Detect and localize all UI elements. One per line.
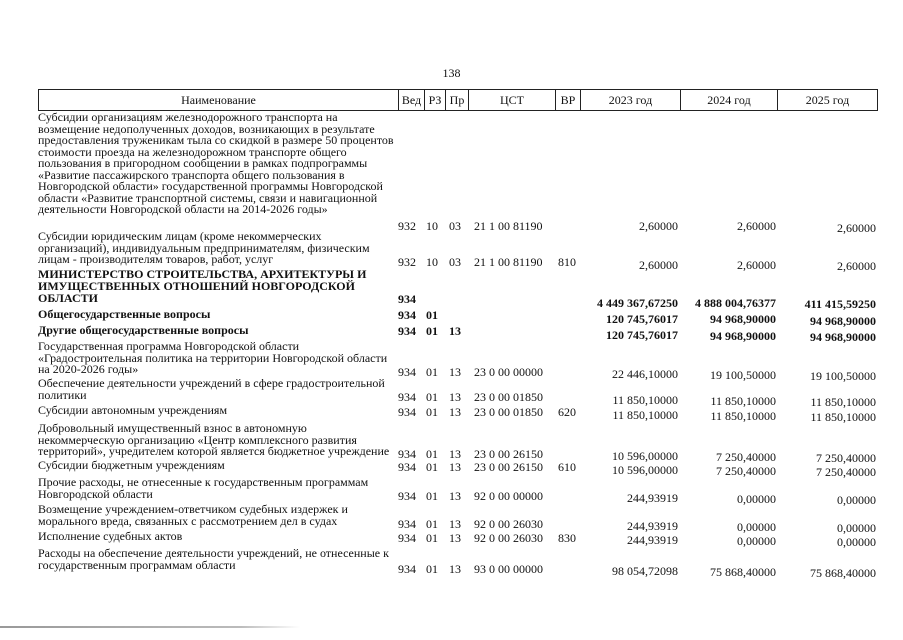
row-name: Субсидии юридическим лицам (кроме некоммерческих организаций), индивидуальным предпринимателям, физическим лицам - производителям товаров, работ, услуг <box>38 229 370 266</box>
row-pr: 13 <box>449 489 461 503</box>
header-2023: 2023 год <box>581 90 681 110</box>
header-name: Наименование <box>39 90 399 110</box>
row-rz: 01 <box>426 460 438 474</box>
row-cst: 92 0 00 26030 <box>474 517 543 531</box>
row-cst: 92 0 00 26030 <box>474 531 543 545</box>
row-ved: 934 <box>398 562 416 576</box>
row-name: Возмещение учреждением-ответчиком судебных издержек и морального вреда, связанных с рассмотрением дел в судах <box>38 502 348 528</box>
row-2023: 120 745,76017 <box>606 312 678 326</box>
row-cst: 21 1 00 81190 <box>474 255 543 269</box>
row-ved: 934 <box>398 292 416 306</box>
row-name: Прочие расходы, не отнесенные к государственным программам Новгородской области <box>38 475 369 501</box>
row-ved: 934 <box>398 447 416 461</box>
row-2024: 7 250,40000 <box>716 464 776 478</box>
row-2024: 0,00000 <box>737 520 776 534</box>
row-2024: 4 888 004,76377 <box>695 296 776 310</box>
row-cst: 23 0 00 00000 <box>474 365 543 379</box>
row-pr: 13 <box>449 447 461 461</box>
header-rz: РЗ <box>425 90 446 110</box>
row-pr: 13 <box>449 517 461 531</box>
row-name: МИНИСТЕРСТВО СТРОИТЕЛЬСТВА, АРХИТЕКТУРЫ И ИМУЩЕСТВЕННЫХ ОТНОШЕНИЙ НОВГОРОДСКОЙ ОБЛАСТИ <box>38 267 367 305</box>
row-rz: 01 <box>426 447 438 461</box>
page-number: 138 <box>442 66 461 80</box>
row-2023: 98 054,72098 <box>612 564 678 578</box>
row-name: Обеспечение деятельности учреждений в сфере градостроительной политики <box>38 376 385 402</box>
row-2024: 75 868,40000 <box>710 565 776 579</box>
row-name: Субсидии бюджетным учреждениям <box>38 458 225 472</box>
row-2023: 244,93919 <box>627 519 678 533</box>
row-2024: 94 968,90000 <box>710 329 776 343</box>
row-cst: 92 0 00 00000 <box>474 489 543 503</box>
row-2025: 94 968,90000 <box>810 314 876 328</box>
row-2023: 244,93919 <box>627 491 678 505</box>
row-2025: 7 250,40000 <box>816 451 876 465</box>
row-2023: 244,93919 <box>627 533 678 547</box>
row-2025: 411 415,59250 <box>804 297 876 311</box>
row-name: Общегосударственные вопросы <box>38 307 211 321</box>
row-rz: 01 <box>426 324 438 338</box>
row-pr: 13 <box>449 405 461 419</box>
row-ved: 934 <box>398 405 416 419</box>
row-name: Субсидии автономным учреждениям <box>38 403 228 417</box>
row-2023: 10 596,00000 <box>612 449 678 463</box>
row-vr: 610 <box>558 460 576 474</box>
row-ved: 934 <box>398 365 416 379</box>
row-2025: 19 100,50000 <box>810 369 876 383</box>
row-rz: 10 <box>426 255 438 269</box>
row-pr: 13 <box>449 390 461 404</box>
row-vr: 620 <box>558 405 576 419</box>
row-2023: 10 596,00000 <box>612 463 678 477</box>
row-2025: 75 868,40000 <box>810 566 876 580</box>
row-2024: 2,60000 <box>737 258 776 272</box>
row-ved: 932 <box>398 255 416 269</box>
row-2025: 0,00000 <box>837 493 876 507</box>
row-2024: 2,60000 <box>737 219 776 233</box>
header-2024: 2024 год <box>681 90 778 110</box>
row-2025: 7 250,40000 <box>816 465 876 479</box>
row-rz: 01 <box>426 390 438 404</box>
row-ved: 932 <box>398 219 416 233</box>
row-vr: 810 <box>558 255 576 269</box>
row-2024: 94 968,90000 <box>710 312 776 326</box>
row-rz: 01 <box>426 562 438 576</box>
row-pr: 13 <box>449 531 461 545</box>
row-cst: 93 0 00 00000 <box>474 562 543 576</box>
header-ved: Вед <box>399 90 425 110</box>
row-2023: 11 850,10000 <box>612 408 678 422</box>
row-pr: 13 <box>449 562 461 576</box>
row-rz: 01 <box>426 517 438 531</box>
row-ved: 934 <box>398 489 416 503</box>
row-2025: 94 968,90000 <box>810 330 876 344</box>
row-name: Другие общегосударственные вопросы <box>38 323 249 337</box>
row-cst: 23 0 00 01850 <box>474 390 543 404</box>
row-pr: 13 <box>449 365 461 379</box>
row-pr: 13 <box>449 460 461 474</box>
row-ved: 934 <box>398 460 416 474</box>
page-edge-shadow <box>0 626 300 628</box>
row-2025: 2,60000 <box>837 221 876 235</box>
row-2024: 19 100,50000 <box>710 368 776 382</box>
row-2023: 2,60000 <box>639 258 678 272</box>
table-header <box>38 89 878 111</box>
row-2023: 4 449 367,67250 <box>597 296 678 310</box>
row-vr: 830 <box>558 531 576 545</box>
row-ved: 934 <box>398 390 416 404</box>
row-2024: 11 850,10000 <box>710 409 776 423</box>
row-2025: 2,60000 <box>837 259 876 273</box>
row-cst: 23 0 00 26150 <box>474 447 543 461</box>
row-ved: 934 <box>398 308 416 322</box>
row-name: Государственная программа Новгородской области «Градостроительная политика на территории Новгородской области на 2020-2026 годы» <box>38 339 388 376</box>
row-cst: 23 0 00 26150 <box>474 460 543 474</box>
row-name: Субсидии организациям железнодорожного транспорта на возмещение недополученных доходов, возникающих в результате предоставления труженикам тыла со скидкой в размере 50 процентов стоимости проезда на железнодорожном транспорте общего пользования в пригородном сообщении в рамках подпрограммы «Развитие пассажирского транспорта общего пользования в Новгородской области» государственной программы Новгородской области «Развитие транспортной системы, связи и навигационной деятельности Новгородской области на 2014-2026 годы» <box>38 110 394 216</box>
row-rz: 01 <box>426 405 438 419</box>
row-cst: 23 0 00 01850 <box>474 405 543 419</box>
header-pr: Пр <box>446 90 469 110</box>
row-pr: 03 <box>449 255 461 269</box>
row-ved: 934 <box>398 517 416 531</box>
row-pr: 03 <box>449 219 461 233</box>
row-rz: 01 <box>426 531 438 545</box>
row-2025: 0,00000 <box>837 521 876 535</box>
row-2025: 11 850,10000 <box>810 410 876 424</box>
row-2023: 2,60000 <box>639 219 678 233</box>
header-vr: ВР <box>556 90 581 110</box>
row-name: Расходы на обеспечение деятельности учреждений, не отнесенные к государственным программам области <box>38 546 389 572</box>
row-cst: 21 1 00 81190 <box>474 219 543 233</box>
row-rz: 01 <box>426 365 438 379</box>
row-rz: 01 <box>426 489 438 503</box>
row-2023: 120 745,76017 <box>606 328 678 342</box>
row-rz: 01 <box>426 308 438 322</box>
row-2024: 0,00000 <box>737 534 776 548</box>
row-pr: 13 <box>449 324 461 338</box>
row-rz: 10 <box>426 219 438 233</box>
row-ved: 934 <box>398 531 416 545</box>
row-name: Добровольный имущественный взнос в автономную некоммерческую организацию «Центр комплексного развития территорий», учредителем которой является бюджетное учреждение <box>38 421 390 458</box>
header-2025: 2025 год <box>805 92 850 107</box>
row-2023: 11 850,10000 <box>612 393 678 407</box>
row-2023: 22 446,10000 <box>612 367 678 381</box>
row-2024: 7 250,40000 <box>716 450 776 464</box>
header-cst: ЦСТ <box>469 90 556 110</box>
row-2024: 0,00000 <box>737 492 776 506</box>
row-2024: 11 850,10000 <box>710 394 776 408</box>
row-ved: 934 <box>398 324 416 338</box>
row-2025: 0,00000 <box>837 535 876 549</box>
row-2025: 11 850,10000 <box>810 395 876 409</box>
row-name: Исполнение судебных актов <box>38 529 183 543</box>
